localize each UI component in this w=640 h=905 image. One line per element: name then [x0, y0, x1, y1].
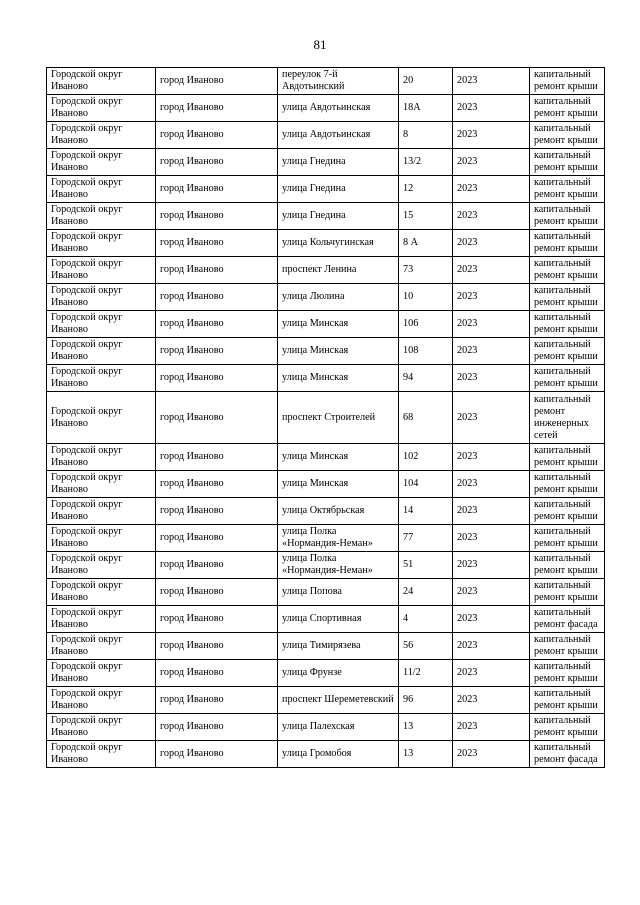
house-number-cell: 106 — [399, 311, 453, 338]
municipality-cell: Городской округ Иваново — [47, 95, 156, 122]
year-cell: 2023 — [453, 176, 530, 203]
street-cell: улица Минская — [278, 444, 399, 471]
year-cell: 2023 — [453, 68, 530, 95]
municipality-cell: Городской округ Иваново — [47, 338, 156, 365]
city-cell: город Иваново — [156, 176, 278, 203]
house-number-cell: 96 — [399, 687, 453, 714]
street-cell: проспект Строителей — [278, 392, 399, 444]
street-cell: улица Минская — [278, 471, 399, 498]
municipality-cell: Городской округ Иваново — [47, 284, 156, 311]
street-cell: проспект Ленина — [278, 257, 399, 284]
year-cell: 2023 — [453, 122, 530, 149]
municipality-cell: Городской округ Иваново — [47, 149, 156, 176]
house-number-cell: 11/2 — [399, 660, 453, 687]
year-cell: 2023 — [453, 230, 530, 257]
work-type-cell: капитальный ремонт фасада — [530, 606, 605, 633]
year-cell: 2023 — [453, 392, 530, 444]
house-number-cell: 24 — [399, 579, 453, 606]
municipality-cell: Городской округ Иваново — [47, 230, 156, 257]
work-type-cell: капитальный ремонт крыши — [530, 95, 605, 122]
table-row — [47, 68, 605, 95]
city-cell: город Иваново — [156, 257, 278, 284]
work-type-cell: капитальный ремонт крыши — [530, 68, 605, 95]
table-row — [47, 311, 605, 338]
work-type-cell: капитальный ремонт крыши — [530, 660, 605, 687]
house-number-cell: 12 — [399, 176, 453, 203]
city-cell: город Иваново — [156, 525, 278, 552]
municipality-cell: Городской округ Иваново — [47, 633, 156, 660]
table-row — [47, 552, 605, 579]
table-row — [47, 95, 605, 122]
table-row — [47, 284, 605, 311]
municipality-cell: Городской округ Иваново — [47, 471, 156, 498]
table-row — [47, 365, 605, 392]
house-number-cell: 51 — [399, 552, 453, 579]
city-cell: город Иваново — [156, 741, 278, 768]
work-type-cell: капитальный ремонт крыши — [530, 525, 605, 552]
work-type-cell: капитальный ремонт крыши — [530, 230, 605, 257]
year-cell: 2023 — [453, 552, 530, 579]
municipality-cell: Городской округ Иваново — [47, 579, 156, 606]
table-row — [47, 230, 605, 257]
municipality-cell: Городской округ Иваново — [47, 176, 156, 203]
house-number-cell: 10 — [399, 284, 453, 311]
city-cell: город Иваново — [156, 444, 278, 471]
city-cell: город Иваново — [156, 338, 278, 365]
municipality-cell: Городской округ Иваново — [47, 525, 156, 552]
year-cell: 2023 — [453, 687, 530, 714]
municipality-cell: Городской округ Иваново — [47, 660, 156, 687]
city-cell: город Иваново — [156, 203, 278, 230]
street-cell: улица Фрунзе — [278, 660, 399, 687]
municipality-cell: Городской округ Иваново — [47, 68, 156, 95]
street-cell: улица Полка «Нормандия-Неман» — [278, 525, 399, 552]
house-number-cell: 8 — [399, 122, 453, 149]
street-cell: улица Спортивная — [278, 606, 399, 633]
table-row — [47, 633, 605, 660]
work-type-cell: капитальный ремонт крыши — [530, 579, 605, 606]
street-cell: улица Гнедина — [278, 149, 399, 176]
page-number: 81 — [313, 37, 327, 52]
work-type-cell: капитальный ремонт крыши — [530, 257, 605, 284]
municipality-cell: Городской округ Иваново — [47, 365, 156, 392]
street-cell: улица Гнедина — [278, 203, 399, 230]
table-row — [47, 176, 605, 203]
city-cell: город Иваново — [156, 68, 278, 95]
house-number-cell: 13/2 — [399, 149, 453, 176]
year-cell: 2023 — [453, 660, 530, 687]
table-row — [47, 471, 605, 498]
house-number-cell: 68 — [399, 392, 453, 444]
work-type-cell: капитальный ремонт крыши — [530, 338, 605, 365]
city-cell: город Иваново — [156, 606, 278, 633]
house-number-cell: 15 — [399, 203, 453, 230]
municipality-cell: Городской округ Иваново — [47, 392, 156, 444]
work-type-cell: капитальный ремонт крыши — [530, 284, 605, 311]
year-cell: 2023 — [453, 338, 530, 365]
house-number-cell: 4 — [399, 606, 453, 633]
house-number-cell: 108 — [399, 338, 453, 365]
work-type-cell: капитальный ремонт крыши — [530, 714, 605, 741]
table-row — [47, 338, 605, 365]
work-type-cell: капитальный ремонт крыши — [530, 687, 605, 714]
work-type-cell: капитальный ремонт крыши — [530, 122, 605, 149]
street-cell: улица Кольчугинская — [278, 230, 399, 257]
house-number-cell: 94 — [399, 365, 453, 392]
table-row — [47, 714, 605, 741]
street-cell: улица Гнедина — [278, 176, 399, 203]
table-row — [47, 498, 605, 525]
year-cell: 2023 — [453, 444, 530, 471]
table-row — [47, 122, 605, 149]
street-cell: улица Минская — [278, 338, 399, 365]
repair-schedule-table — [46, 67, 605, 768]
table-row — [47, 257, 605, 284]
year-cell: 2023 — [453, 311, 530, 338]
year-cell: 2023 — [453, 471, 530, 498]
city-cell: город Иваново — [156, 552, 278, 579]
city-cell: город Иваново — [156, 579, 278, 606]
city-cell: город Иваново — [156, 311, 278, 338]
year-cell: 2023 — [453, 714, 530, 741]
street-cell: улица Полка «Нормандия-Неман» — [278, 552, 399, 579]
street-cell: улица Октябрьская — [278, 498, 399, 525]
street-cell: улица Люлина — [278, 284, 399, 311]
year-cell: 2023 — [453, 633, 530, 660]
city-cell: город Иваново — [156, 95, 278, 122]
city-cell: город Иваново — [156, 365, 278, 392]
year-cell: 2023 — [453, 365, 530, 392]
city-cell: город Иваново — [156, 122, 278, 149]
table-body — [47, 68, 605, 768]
house-number-cell: 20 — [399, 68, 453, 95]
year-cell: 2023 — [453, 95, 530, 122]
street-cell: улица Минская — [278, 311, 399, 338]
house-number-cell: 56 — [399, 633, 453, 660]
municipality-cell: Городской округ Иваново — [47, 444, 156, 471]
house-number-cell: 18А — [399, 95, 453, 122]
house-number-cell: 73 — [399, 257, 453, 284]
year-cell: 2023 — [453, 149, 530, 176]
house-number-cell: 13 — [399, 741, 453, 768]
street-cell: переулок 7-й Авдотьинский — [278, 68, 399, 95]
house-number-cell: 104 — [399, 471, 453, 498]
street-cell: улица Авдотьинская — [278, 95, 399, 122]
work-type-cell: капитальный ремонт фасада — [530, 741, 605, 768]
work-type-cell: капитальный ремонт крыши — [530, 203, 605, 230]
city-cell: город Иваново — [156, 498, 278, 525]
table-row — [47, 660, 605, 687]
city-cell: город Иваново — [156, 284, 278, 311]
table-row — [47, 579, 605, 606]
municipality-cell: Городской округ Иваново — [47, 311, 156, 338]
street-cell: проспект Шереметевский — [278, 687, 399, 714]
city-cell: город Иваново — [156, 660, 278, 687]
municipality-cell: Городской округ Иваново — [47, 687, 156, 714]
municipality-cell: Городской округ Иваново — [47, 714, 156, 741]
city-cell: город Иваново — [156, 714, 278, 741]
municipality-cell: Городской округ Иваново — [47, 741, 156, 768]
table-row — [47, 606, 605, 633]
city-cell: город Иваново — [156, 687, 278, 714]
city-cell: город Иваново — [156, 230, 278, 257]
house-number-cell: 13 — [399, 714, 453, 741]
city-cell: город Иваново — [156, 633, 278, 660]
municipality-cell: Городской округ Иваново — [47, 257, 156, 284]
house-number-cell: 77 — [399, 525, 453, 552]
table-row — [47, 203, 605, 230]
year-cell: 2023 — [453, 257, 530, 284]
year-cell: 2023 — [453, 525, 530, 552]
work-type-cell: капитальный ремонт крыши — [530, 498, 605, 525]
municipality-cell: Городской округ Иваново — [47, 203, 156, 230]
table-row — [47, 149, 605, 176]
work-type-cell: капитальный ремонт крыши — [530, 149, 605, 176]
table-row — [47, 444, 605, 471]
house-number-cell: 102 — [399, 444, 453, 471]
street-cell: улица Тимирязева — [278, 633, 399, 660]
year-cell: 2023 — [453, 579, 530, 606]
house-number-cell: 8 А — [399, 230, 453, 257]
street-cell: улица Попова — [278, 579, 399, 606]
street-cell: улица Палехская — [278, 714, 399, 741]
year-cell: 2023 — [453, 284, 530, 311]
table-row — [47, 392, 605, 444]
work-type-cell: капитальный ремонт крыши — [530, 176, 605, 203]
municipality-cell: Городской округ Иваново — [47, 552, 156, 579]
work-type-cell: капитальный ремонт крыши — [530, 365, 605, 392]
year-cell: 2023 — [453, 606, 530, 633]
year-cell: 2023 — [453, 203, 530, 230]
city-cell: город Иваново — [156, 149, 278, 176]
street-cell: улица Громобоя — [278, 741, 399, 768]
municipality-cell: Городской округ Иваново — [47, 122, 156, 149]
work-type-cell: капитальный ремонт крыши — [530, 633, 605, 660]
city-cell: город Иваново — [156, 471, 278, 498]
year-cell: 2023 — [453, 741, 530, 768]
city-cell: город Иваново — [156, 392, 278, 444]
street-cell: улица Минская — [278, 365, 399, 392]
house-number-cell: 14 — [399, 498, 453, 525]
year-cell: 2023 — [453, 498, 530, 525]
street-cell: улица Авдотьинская — [278, 122, 399, 149]
work-type-cell: капитальный ремонт крыши — [530, 471, 605, 498]
table-row — [47, 687, 605, 714]
table-row — [47, 741, 605, 768]
table-row — [47, 525, 605, 552]
work-type-cell: капитальный ремонт инженерных сетей — [530, 392, 605, 444]
municipality-cell: Городской округ Иваново — [47, 606, 156, 633]
work-type-cell: капитальный ремонт крыши — [530, 552, 605, 579]
work-type-cell: капитальный ремонт крыши — [530, 311, 605, 338]
work-type-cell: капитальный ремонт крыши — [530, 444, 605, 471]
municipality-cell: Городской округ Иваново — [47, 498, 156, 525]
